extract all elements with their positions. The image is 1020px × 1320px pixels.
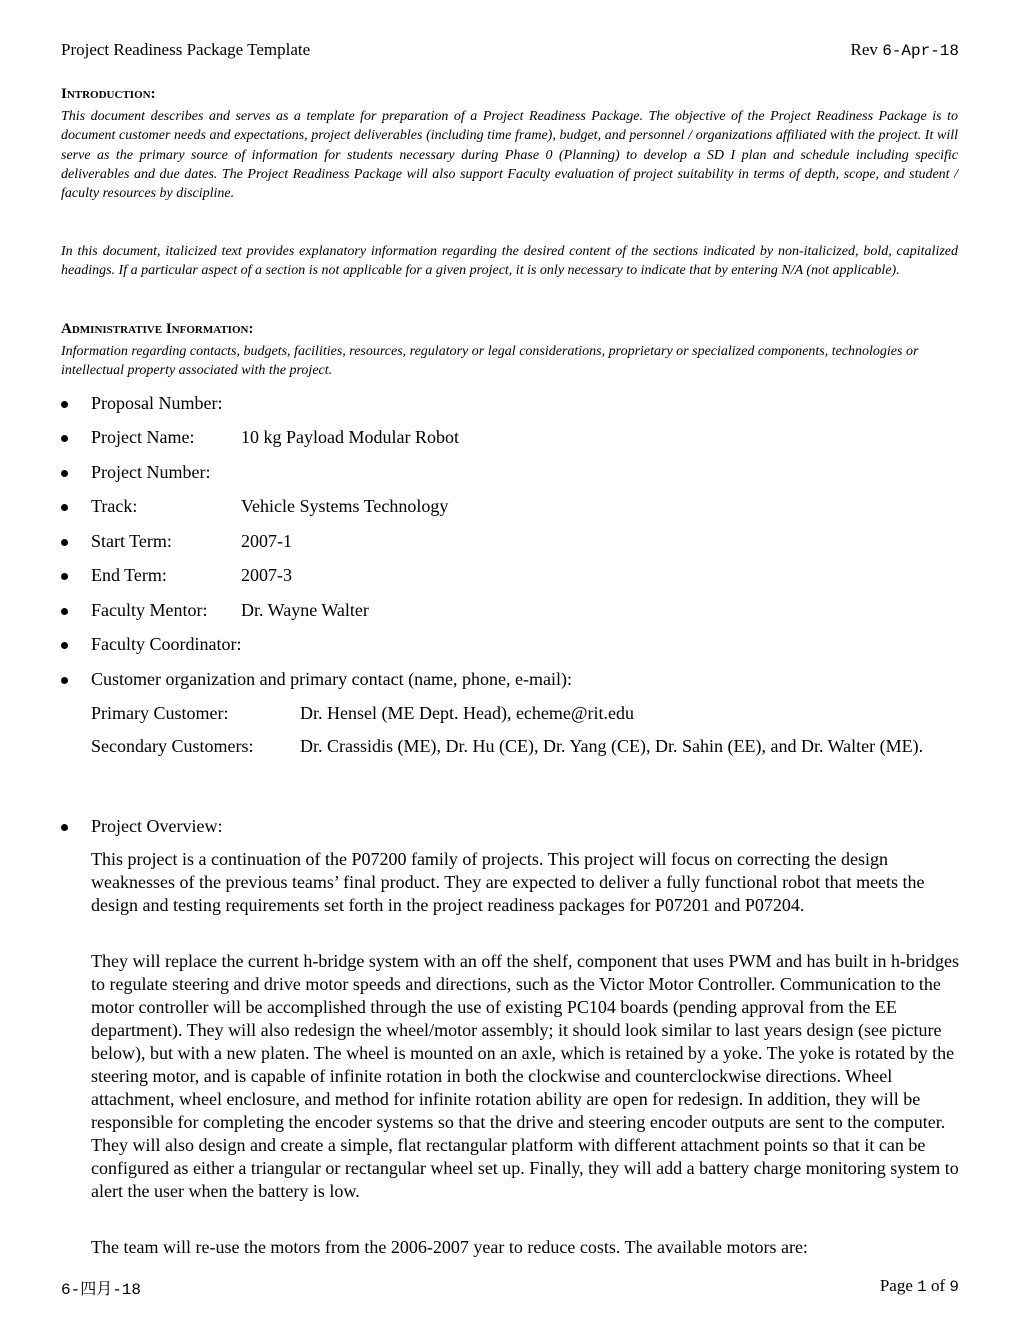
field-value: Dr. Wayne Walter — [241, 600, 369, 620]
page-number — [880, 1276, 959, 1296]
bullet-icon — [61, 608, 68, 615]
primary-customer-value: Dr. Hensel (ME Dept. Head), echeme@rit.edu — [300, 703, 634, 723]
bullet-icon — [61, 435, 68, 442]
secondary-customers-label: Secondary Customers: — [91, 736, 254, 756]
field-label: Project Name: — [91, 427, 195, 447]
project-overview-label: Project Overview: — [91, 816, 223, 836]
page-header — [61, 40, 959, 64]
introduction-heading: Introduction: — [61, 86, 156, 102]
bullet-icon — [61, 504, 68, 511]
bullet-icon — [61, 824, 68, 831]
field-label: Faculty Coordinator: — [91, 634, 242, 654]
field-label: Start Term: — [91, 531, 172, 551]
document-title: Project Readiness Package Template — [61, 40, 311, 59]
page-word: Page — [879, 1276, 913, 1295]
bullet-icon — [61, 470, 68, 477]
page-total: 9 — [949, 1278, 959, 1296]
field-label: Proposal Number: — [91, 393, 223, 413]
page-current: 1 — [917, 1278, 927, 1296]
administrative-description: Information regarding contacts, budgets, facilities, resources, regulatory or legal considerations, proprietary or specialized components, technologies or intellectual property associated with the project. — [61, 344, 919, 379]
field-label: Faculty Mentor: — [91, 600, 208, 620]
field-label: Customer organization and primary contact (name, phone, e-mail): — [91, 669, 573, 689]
bullet-icon — [61, 642, 68, 649]
revision-date: 6-Apr-18 — [882, 42, 959, 60]
primary-customer-label: Primary Customer: — [91, 703, 229, 723]
field-value: 2007-3 — [241, 565, 292, 585]
bullet-icon — [61, 539, 68, 546]
bullet-icon — [61, 573, 68, 580]
overview-paragraph-2: They will replace the current h-bridge system with an off the shelf, component that uses PWM and has built in h-bridges to regulate steering and drive motor speeds and directions, such as the Victor Motor Controller. Communication to the motor controller will be accomplished through the use of existing PC104 boards (pending approval from the EE department). They will also redesign the wheel/motor assembly; it should look similar to last years design (see picture below), but with a new platen. The wheel is mounted on an axle, which is retained by a yoke. The yoke is rotated by the steering motor, and is capable of infinite rotation in both the clockwise and counterclockwise directions. Wheel attachment, wheel enclosure, and method for infinite rotation ability are open for redesign. In addition, they will be responsible for completing the encoder systems so that the drive and steering encoder outputs are sent to the computer. They will also design and create a simple, flat rectangular platform with different attachment points so that it can be configured as either a triangular or rectangular wheel set up. Finally, they will add a battery charge monitoring system to alert the user when the battery is low. — [91, 951, 959, 1201]
revision — [851, 40, 959, 60]
secondary-customers-value: Dr. Crassidis (ME), Dr. Hu (CE), Dr. Yang (CE), Dr. Sahin (EE), and Dr. Walter (ME). — [300, 736, 924, 756]
field-label: Track: — [91, 496, 138, 516]
field-label: Project Number: — [91, 462, 211, 482]
revision-label: Rev — [850, 40, 878, 59]
introduction-paragraph-2: In this document, italicized text provides explanatory information regarding the desired content of the sections indicated by non-italicized, bold, capitalized headings. If a particular aspect of a section is not applicable for a given project, it is only necessary to indicate that by entering N/A (not applicable). — [61, 244, 958, 279]
administrative-heading: Administrative Information: — [61, 321, 254, 337]
primary-customer — [91, 702, 961, 725]
page-of: of — [930, 1276, 946, 1295]
secondary-customers — [91, 735, 961, 758]
footer-date: 6-四月-18 — [61, 1281, 142, 1299]
field-label: End Term: — [91, 565, 167, 585]
overview-paragraph-3: The team will re-use the motors from the 2006-2007 year to reduce costs. The available motors are: — [91, 1237, 808, 1257]
field-value: 10 kg Payload Modular Robot — [241, 427, 459, 447]
overview-paragraph-1: This project is a continuation of the P07200 family of projects. This project will focus on correcting the design weaknesses of the previous teams’ final product. They are expected to deliver a fully functional robot that meets the design and testing requirements set forth in the project readiness packages for P07201 and P07204. — [91, 849, 925, 915]
field-value: Vehicle Systems Technology — [241, 496, 449, 516]
bullet-icon — [61, 677, 68, 684]
field-value: 2007-1 — [241, 531, 292, 551]
page-footer — [61, 1276, 959, 1300]
bullet-icon — [61, 401, 68, 408]
introduction-paragraph-1: This document describes and serves as a template for preparation of a Project Readiness Package. The objective of the Project Readiness Package is to document customer needs and expectations, project deliverables (including time frame), budget, and personnel / organizations affiliated with the project. It will serve as the primary source of information for students necessary during Phase 0 (Planning) to develop a SD I plan and schedule including specific deliverables and due dates. The Project Readiness Package will also support Faculty evaluation of project suitability in terms of depth, scope, and student / faculty resources by discipline. — [61, 109, 958, 202]
